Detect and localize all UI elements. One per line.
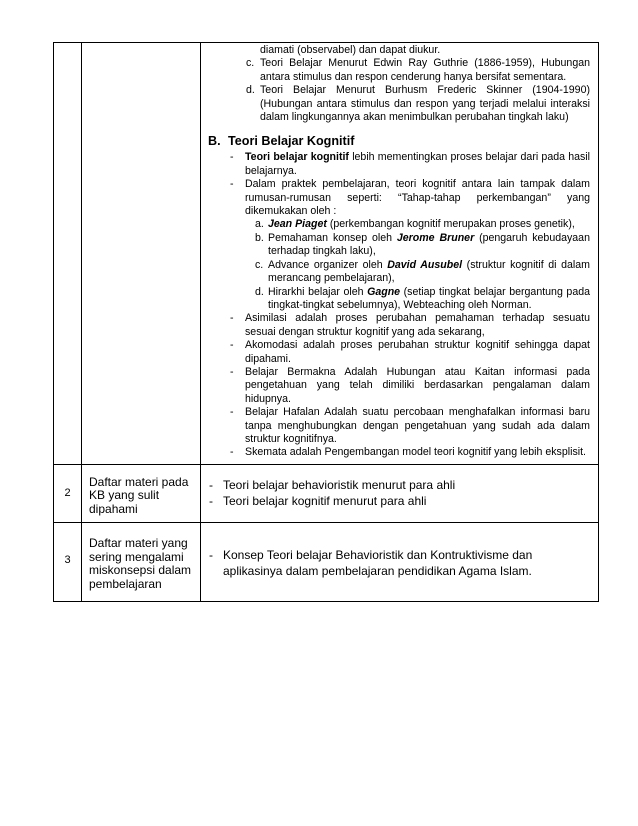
bullet-dash: - (209, 548, 213, 563)
bullet-dash: - (230, 151, 234, 164)
row-number-cell (54, 464, 82, 523)
bullet-dash: - (230, 312, 234, 325)
list-item-label: d. (255, 285, 264, 298)
list-item-text: (struktur kognitif di dalam merancang pembelajaran), (268, 258, 590, 285)
list-item-text: Belajar Hafalan Adalah suatu percobaan menghafalkan informasi baru tanpa menghubungkan dengan pengetahuan yang sudah ada dalam struktur kognitifnya. (245, 406, 590, 445)
row-number: 2 (64, 486, 71, 499)
row-label-cell (82, 523, 201, 602)
section-heading (208, 134, 590, 149)
person-name: Jerome Bruner (396, 231, 475, 244)
bullet-dash: - (230, 365, 234, 378)
table-row (54, 523, 599, 602)
list-item-text: Skemata adalah Pengembangan model teori kognitif yang lebih eksplisit. (245, 446, 586, 459)
list-item (208, 446, 590, 459)
list-item-text: Dalam praktek pembelajaran, teori kognitif antara lain tampak dalam rumusan-rumusan seperti: “Tahap-tahap perkembangan” yang dikemukakan oleh : (245, 178, 590, 218)
row-label: Daftar materi yang sering mengalami miskonsepsi dalam pembelajaran (89, 536, 192, 591)
list-item-label: c. (246, 57, 255, 70)
list-item-text: Teori Belajar Menurut Edwin Ray Guthrie (1886-1959), Hubungan antara stimulus dan respon cenderung hanya bersifat sementara. (260, 57, 590, 83)
list-item-text: Advance organizer oleh (268, 258, 388, 271)
list-item-text: diamati (observabel) dan dapat diukur. (260, 44, 441, 56)
list-item-text: Akomodasi adalah proses perubahan struktur kognitif sehingga dapat dipahami. (245, 339, 590, 365)
list-item (208, 312, 590, 339)
list-item-text: (perkembangan kognitif merupakan proses genetik), (326, 218, 575, 231)
list-item-text: Belajar Bermakna Adalah Hubungan atau Kaitan informasi pada pengetahuan yang telah dimiliki berdasarkan pengalaman dalam hidupnya. (245, 365, 590, 405)
section-letter: B. (208, 134, 221, 149)
list-item-text: Asimilasi adalah proses perubahan pemahaman terhadap sesuatu sesuai dengan struktur kognitif yang ada sekarang, (245, 312, 590, 338)
list-item-text: (pengaruh kebudayaan terhadap tingkah laku), (268, 231, 590, 258)
sub-list-item (208, 259, 590, 286)
list-item (208, 57, 590, 84)
row-label: Daftar materi pada KB yang sulit dipahami (89, 474, 189, 516)
list-item-text: Hirarkhi belajar oleh (268, 285, 368, 298)
table-row (54, 43, 599, 465)
sub-list-item (208, 218, 590, 231)
list-item (208, 178, 590, 218)
list-item-label: c. (255, 258, 264, 271)
list-item-text: Pemahaman konsep oleh (268, 231, 397, 244)
row-label-cell (82, 43, 201, 465)
row-number-cell (54, 43, 82, 465)
bullet-dash: - (230, 178, 234, 191)
list-item-text: Konsep Teori belajar Behavioristik dan Kontruktivisme dan aplikasinya dalam pembelajaran pendidikan Agama Islam. (223, 548, 533, 579)
row-content-cell (201, 523, 599, 602)
list-item (208, 406, 590, 446)
bullet-dash: - (209, 477, 213, 492)
bullet-dash: - (230, 339, 234, 352)
list-item (209, 477, 592, 493)
bold-term: Teori belajar kognitif (245, 151, 349, 164)
section-title: Teori Belajar Kognitif (228, 134, 355, 149)
row-number: 3 (64, 554, 71, 567)
bullet-dash: - (209, 493, 213, 508)
bullet-dash: - (230, 446, 234, 459)
list-item-text: lebih mementingkan proses belajar dari pada hasil belajarnya. (245, 151, 591, 177)
row-content-cell (201, 43, 599, 465)
list-item (208, 366, 590, 406)
list-item-label: d. (246, 84, 255, 97)
row-number-cell (54, 523, 82, 602)
list-item-text: Teori belajar behavioristik menurut para ahli (223, 477, 456, 492)
list-item (208, 44, 590, 57)
person-name: Jean Piaget (268, 218, 327, 231)
person-name: David Ausubel (387, 258, 463, 271)
list-item-label: a. (255, 218, 264, 231)
row-content-cell (201, 464, 599, 523)
list-item-label: b. (255, 231, 264, 244)
list-item (209, 493, 592, 509)
list-item (208, 84, 590, 124)
list-item-text: (setiap tingkat belajar bergantung pada tingkat-tingkat sebelumnya), Webteaching oleh Norman. (268, 285, 590, 311)
sub-list-item (208, 286, 590, 313)
list-item-text: Teori belajar kognitif menurut para ahli (223, 493, 427, 508)
list-item-text: Teori Belajar Menurut Burhusm Frederic Skinner (1904-1990)(Hubungan antara stimulus dan respon yang terjadi melalui interaksi dalam lingkungannya akan menimbulkan perubahan tingkah laku) (260, 84, 590, 124)
content-table (53, 42, 599, 602)
list-item (208, 339, 590, 366)
list-item (209, 547, 592, 579)
row-label-cell (82, 464, 201, 523)
person-name: Gagne (367, 285, 401, 298)
table-row (54, 464, 599, 523)
sub-list-item (208, 232, 590, 259)
list-item (208, 151, 590, 178)
bullet-dash: - (230, 406, 234, 419)
